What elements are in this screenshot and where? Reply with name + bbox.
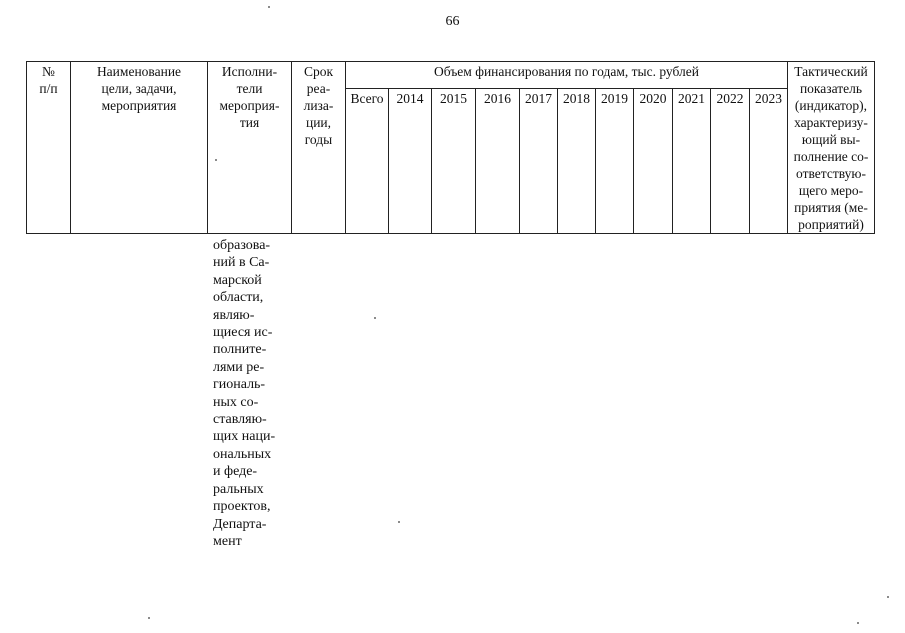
scan-speck (398, 521, 400, 523)
scan-speck (268, 6, 270, 8)
year-col-2017: 2017 (520, 88, 558, 233)
scan-speck (857, 622, 859, 624)
scan-speck (374, 317, 376, 319)
year-col-2019: 2019 (596, 88, 634, 233)
header-funding: Объем финансирования по годам, тыс. рублей (346, 62, 788, 89)
header-executors: Исполни- тели мероприя- тия (208, 62, 292, 234)
header-name: Наименование цели, задачи, мероприятия (71, 62, 208, 234)
year-col-2014: 2014 (389, 88, 432, 233)
year-col-2023: 2023 (750, 88, 788, 233)
year-col-total: Всего (346, 88, 389, 233)
header-period: Срок реа- лиза- ции, годы (292, 62, 346, 234)
header-indicator: Тактический показатель (индикатор), характеризу- ющий вы- полнение со- ответствую- щего меро- приятия (ме- роприятий) (788, 62, 875, 234)
scan-speck (215, 159, 217, 161)
year-col-2018: 2018 (558, 88, 596, 233)
funding-table-container (26, 61, 875, 234)
year-col-2015: 2015 (432, 88, 476, 233)
scan-speck (887, 596, 889, 598)
funding-table (26, 61, 875, 234)
year-col-2021: 2021 (673, 88, 711, 233)
page-number: 66 (445, 14, 460, 29)
executors-continuation-text: образова- ний в Са- марской области, являю- щиеся ис- полните- лями ре- гиональ- ных со- ставляю- щих наци- ональных и феде- ральных проектов, Дeпарта- мент (213, 238, 276, 549)
year-col-2022: 2022 (711, 88, 750, 233)
year-col-2020: 2020 (634, 88, 673, 233)
year-col-2016: 2016 (476, 88, 520, 233)
header-number: № п/п (27, 62, 71, 234)
scan-speck (148, 617, 150, 619)
